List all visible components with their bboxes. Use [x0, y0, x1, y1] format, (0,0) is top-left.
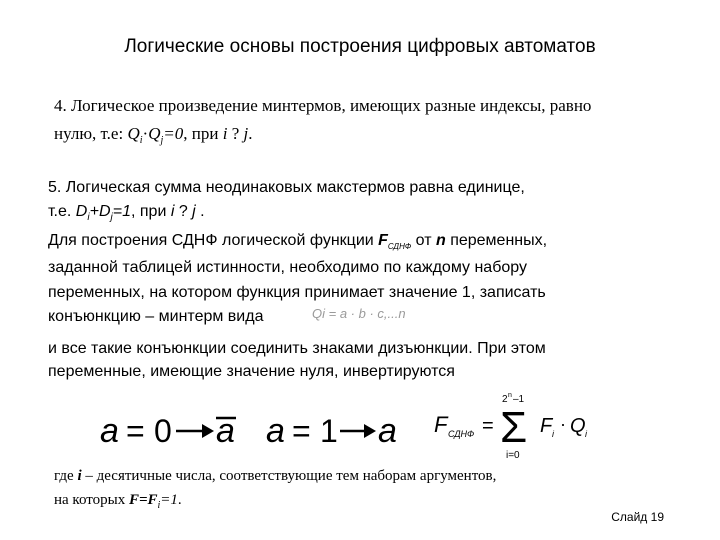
sum-upper-base: 2 — [502, 394, 508, 405]
paragraph-8-line-1: где i – десятичные числа, соответствующие тем наборам аргументов, — [54, 468, 497, 484]
sum-lower: i=0 — [506, 450, 520, 461]
formula-Qi-i: i — [585, 429, 587, 439]
formula-F: F — [434, 412, 448, 437]
formula-a-one-direct — [262, 402, 402, 454]
paragraph-4-line-2: нулю, т.е: $Q_i\cdot Q_j=0$, при i ? j. — [54, 124, 253, 146]
sum-upper-rest: –1 — [513, 394, 525, 405]
paragraph-7-line-2: переменные, имеющие значение нуля, инвертируются — [48, 363, 455, 380]
slide-title: Логические основы построения цифровых автоматов — [124, 36, 596, 57]
formula-Fi-F: F — [540, 415, 553, 437]
arrow-head-icon — [202, 424, 214, 438]
paragraph-7-line-1: и все такие конъюнкции соединить знаками дизъюнкции. При этом — [48, 340, 546, 357]
paragraph-6-line-4: конъюнкцию – минтерм вида — [48, 308, 264, 325]
arrow-head-icon — [364, 424, 376, 438]
slide-number: Слайд 19 — [611, 510, 664, 524]
minterm-formula-text: Qi = a · b · c,...n — [312, 306, 406, 321]
formula-dot: · — [560, 414, 566, 434]
formula-Qi-Q: Q — [570, 415, 586, 437]
formula-one: 1 — [320, 413, 338, 449]
formula-equals: = — [126, 413, 145, 449]
formula-var-a-result: a — [378, 412, 397, 450]
formula-var-a: a — [266, 412, 285, 450]
sigma-icon: Σ — [500, 403, 528, 452]
sum-upper-exp: n — [508, 392, 512, 399]
formula-equals: = — [292, 413, 311, 449]
formula-zero: 0 — [154, 413, 172, 449]
paragraph-6-line-2: заданной таблицей истинности, необходимо по каждому набору — [48, 259, 527, 276]
paragraph-4-line-1: 4. Логическое произведение минтермов, имеющих разные индексы, равно — [54, 96, 592, 115]
formula-equals: = — [482, 415, 494, 437]
paragraph-5-line-1: 5. Логическая сумма неодинаковых макстермов равна единице, — [48, 179, 525, 196]
formula-var-a-bar: a — [216, 412, 235, 450]
paragraph-5-line-2: т.е. $D_i+D_j=1$, при i ? j . — [48, 203, 205, 223]
paragraph-6-line-3: переменных, на котором функция принимает значение 1, записать — [48, 284, 546, 301]
formula-a-zero-inversion — [96, 402, 246, 454]
minterm-formula — [308, 300, 438, 326]
paragraph-8-line-2: на которых $F=F_i=1$. — [54, 492, 182, 511]
formula-var-a: a — [100, 412, 119, 450]
paragraph-6-line-1: Для построения СДНФ логической функции $F_{СДНФ}$ от n переменных, — [48, 232, 548, 251]
formula-sdnf-sum — [430, 388, 610, 466]
formula-F-subscript: СДНФ — [448, 429, 475, 439]
formula-Fi-i: i — [552, 429, 554, 439]
